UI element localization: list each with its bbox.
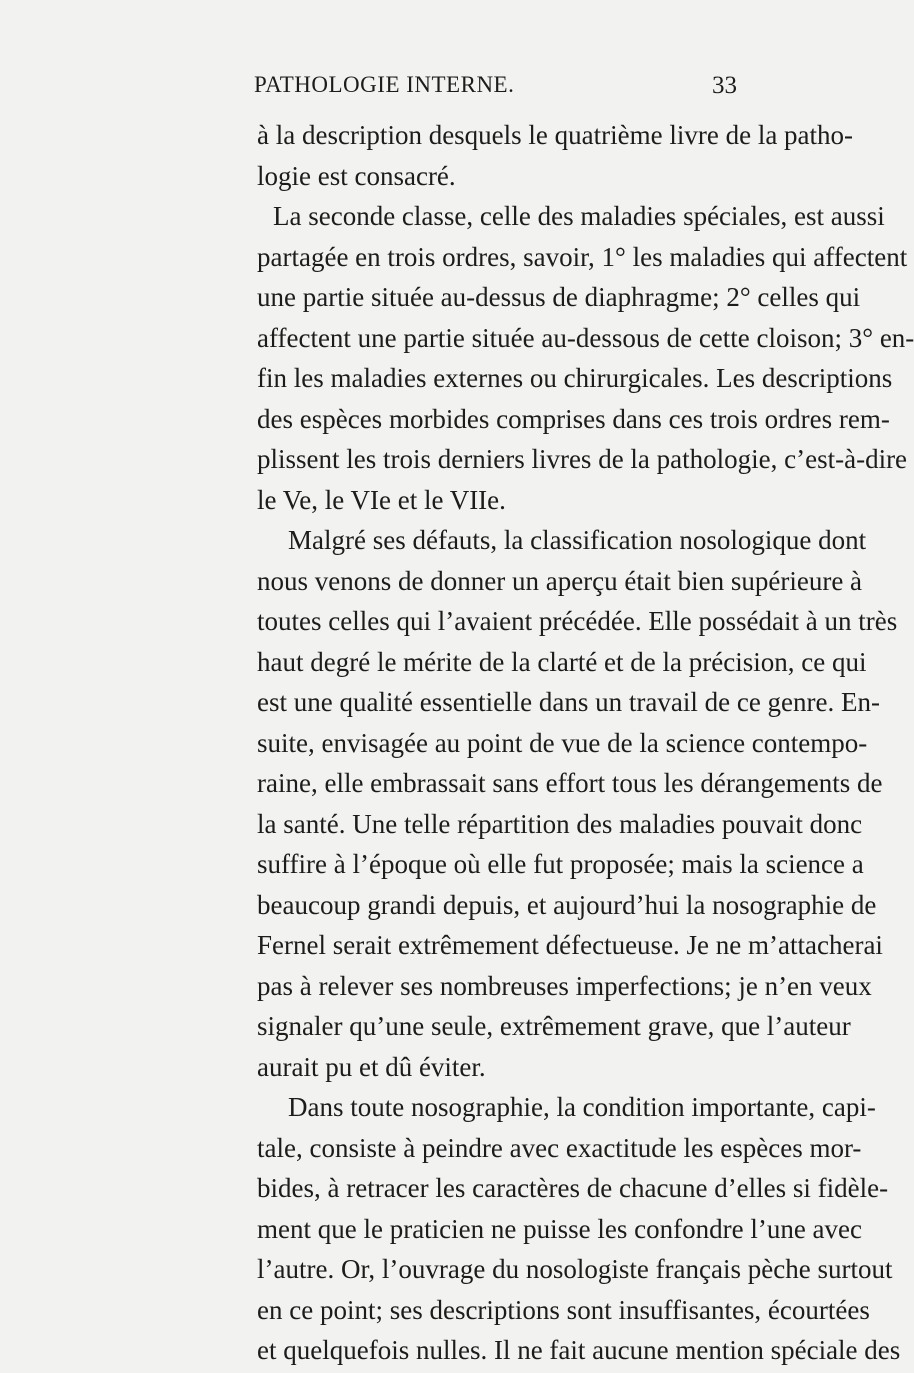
text-line: affectent une partie située au-dessous de cette cloison; 3° en- bbox=[257, 323, 914, 353]
page-number: 33 bbox=[712, 72, 737, 99]
text-line: toutes celles qui l’avaient précédée. Elle possédait à un très bbox=[257, 606, 898, 636]
text-line: Dans toute nosographie, la condition importante, capi- bbox=[288, 1092, 876, 1122]
text-line: est une qualité essentielle dans un travail de ce genre. En- bbox=[257, 687, 881, 717]
text-line: haut degré le mérite de la clarté et de la précision, ce qui bbox=[257, 647, 867, 677]
text-line: La seconde classe, celle des maladies spéciales, est aussi bbox=[273, 201, 885, 231]
text-line: suite, envisagée au point de vue de la science contempo- bbox=[257, 728, 868, 758]
text-line: Malgré ses défauts, la classification nosologique dont bbox=[288, 525, 867, 555]
text-line: Fernel serait extrêmement défectueuse. Je ne m’attacherai bbox=[257, 930, 883, 960]
text-line: le Ve, le VIe et le VIIe. bbox=[257, 485, 506, 515]
text-line: beaucoup grandi depuis, et aujourd’hui la nosographie de bbox=[257, 890, 877, 920]
text-line: des espèces morbides comprises dans ces trois ordres rem- bbox=[257, 404, 890, 434]
text-line: suffire à l’époque où elle fut proposée; mais la science a bbox=[257, 849, 864, 879]
text-line: raine, elle embrassait sans effort tous les dérangements de bbox=[257, 768, 883, 798]
text-line: signaler qu’une seule, extrêmement grave, que l’auteur bbox=[257, 1011, 851, 1041]
text-line: une partie située au-dessus de diaphragme; 2° celles qui bbox=[257, 282, 861, 312]
text-line: pas à relever ses nombreuses imperfections; je n’en veux bbox=[257, 971, 872, 1001]
text-line: tale, consiste à peindre avec exactitude les espèces mor- bbox=[257, 1133, 862, 1163]
text-line: ment que le praticien ne puisse les confondre l’une avec bbox=[257, 1214, 863, 1244]
text-line: en ce point; ses descriptions sont insuffisantes, écourtées bbox=[257, 1295, 870, 1325]
text-line: l’autre. Or, l’ouvrage du nosologiste français pèche surtout bbox=[257, 1254, 893, 1284]
text-line: fin les maladies externes ou chirurgicales. Les descriptions bbox=[257, 363, 893, 393]
text-line: la santé. Une telle répartition des maladies pouvait donc bbox=[257, 809, 863, 839]
text-line: nous venons de donner un aperçu était bien supérieure à bbox=[257, 566, 863, 596]
text-line: plissent les trois derniers livres de la pathologie, c’est-à-dire bbox=[257, 444, 908, 474]
text-line: aurait pu et dû éviter. bbox=[257, 1052, 486, 1082]
page-header bbox=[0, 72, 800, 108]
text-line: et quelquefois nulles. Il ne fait aucune mention spéciale des bbox=[257, 1335, 901, 1365]
text-line: logie est consacré. bbox=[257, 161, 456, 191]
running-title: PATHOLOGIE INTERNE. bbox=[254, 72, 515, 97]
text-line: à la description desquels le quatrième livre de la patho- bbox=[257, 120, 854, 150]
text-line: bides, à retracer les caractères de chacune d’elles si fidèle- bbox=[257, 1173, 889, 1203]
text-line: partagée en trois ordres, savoir, 1° les maladies qui affectent bbox=[257, 242, 908, 272]
